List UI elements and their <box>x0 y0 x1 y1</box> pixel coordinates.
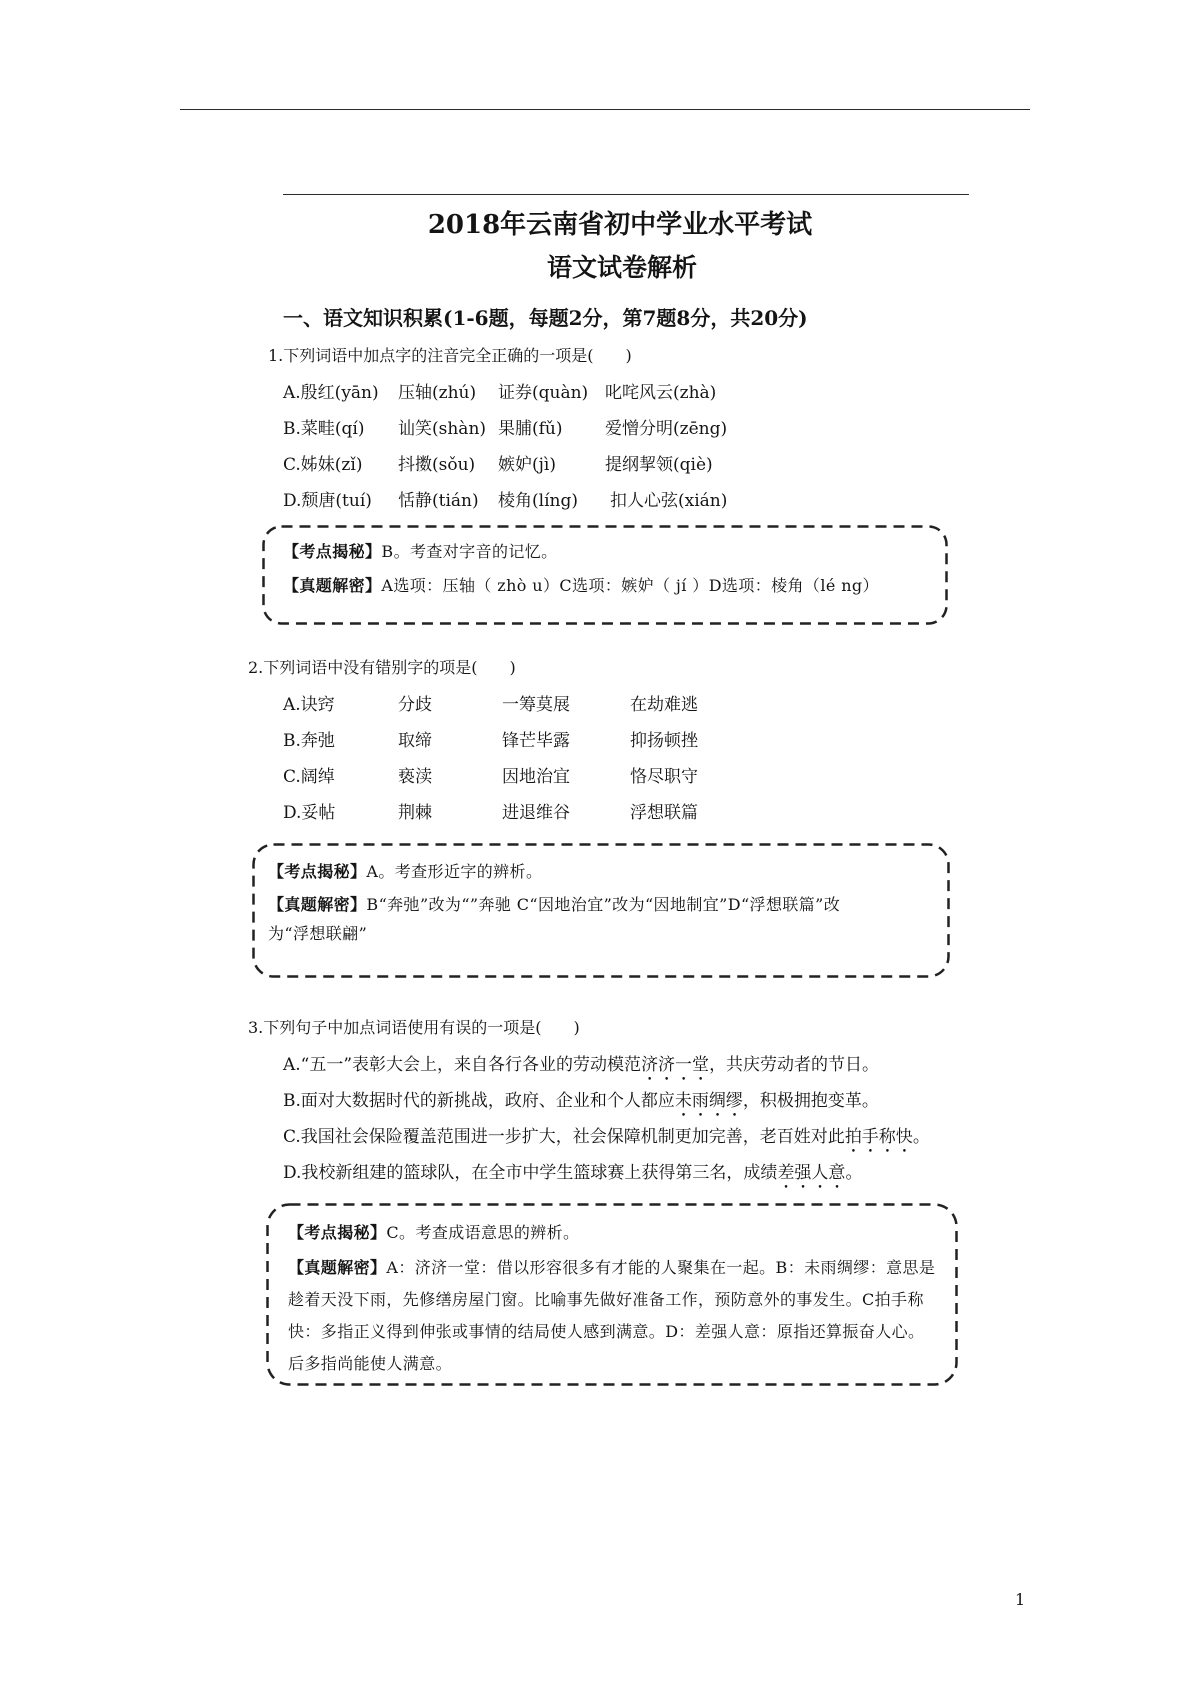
option-text: C.我国社会保险覆盖范围进一步扩大，社会保障机制更加完善，老百姓对此 <box>283 1127 845 1147</box>
q2-option-a-word-4: 在劫难逃 <box>630 695 698 715</box>
key-point-text: A。考查形近字的辨析。 <box>366 862 543 881</box>
question-3-stem: 3.下列句子中加点词语使用有误的一项是( ) <box>248 1018 580 1037</box>
q2-option-c-word-3: 因地治宜 <box>502 767 570 787</box>
q2-option-d-word-4: 浮想联篇 <box>630 803 698 823</box>
q2-option-a-word-2: 分歧 <box>398 695 432 715</box>
key-point-line <box>283 541 558 563</box>
q1-option-c-word-3: 嫉妒(jì) <box>498 455 556 475</box>
q2-option-b-word-3: 锋芒毕露 <box>502 731 570 751</box>
q2-option-d-word-2: 荆棘 <box>398 803 432 823</box>
q1-option-b-word-2: 讪笑(shàn) <box>398 419 487 439</box>
q1-option-b-word-1: B.菜畦(qí) <box>283 419 365 439</box>
option-text: 。 <box>912 1127 930 1147</box>
key-point-line <box>288 1222 579 1244</box>
q3-option-a <box>283 1054 879 1085</box>
option-text: B.面对大数据时代的新挑战，政府、企业和个人都应 <box>283 1091 675 1111</box>
q2-option-b-word-1: B.奔弛 <box>283 731 335 751</box>
explanation-line <box>283 575 879 597</box>
q3-option-c <box>283 1126 930 1157</box>
explanation-line <box>268 894 840 916</box>
option-text: 。 <box>845 1163 863 1183</box>
q1-option-a-word-4: 叱咤风云(zhà) <box>605 383 717 403</box>
q1-option-d-word-3: 棱角(líng) <box>498 491 578 511</box>
section-heading: 一、语文知识积累(1-6题，每题2分，第7题8分，共20分) <box>283 306 808 330</box>
q2-option-a-word-1: A.诀窍 <box>283 695 335 715</box>
top-rule <box>180 109 1030 110</box>
q2-option-d-word-3: 进退维谷 <box>502 803 570 823</box>
q1-option-d-word-1: D.颓唐(tuí) <box>283 491 372 511</box>
exam-subtitle: 语文试卷解析 <box>546 253 697 282</box>
option-text: D.我校新组建的篮球队，在全市中学生篮球赛上获得第三名，成绩 <box>283 1163 778 1183</box>
explanation-label: 【真题解密】 <box>288 1258 387 1277</box>
title-rule <box>283 194 969 195</box>
q2-option-c-word-2: 亵渎 <box>398 767 432 787</box>
key-point-label: 【考点揭秘】 <box>288 1223 387 1242</box>
q2-option-a-word-3: 一筹莫展 <box>502 695 570 715</box>
explanation-text: A选项：压轴（ zhò u）C选项：嫉妒（ jí ）D选项：棱角（lé ng） <box>381 576 879 595</box>
explanation-continuation: 为“浮想联翩” <box>268 924 368 943</box>
q1-analysis-box <box>262 525 948 625</box>
q2-option-c-word-1: C.阔绰 <box>283 767 335 787</box>
explanation-continuation: 后多指尚能使人满意。 <box>288 1354 453 1373</box>
q2-option-c-word-4: 恪尽职守 <box>630 767 698 787</box>
q1-option-c-word-2: 抖擞(sǒu) <box>398 455 476 475</box>
q1-option-d-word-2: 恬静(tián) <box>398 491 479 511</box>
question-1-stem: 1.下列词语中加点字的注音完全正确的一项是( ) <box>268 346 632 365</box>
explanation-continuation: 趁着天没下雨，先修缮房屋门窗。比喻事先做好准备工作，预防意外的事发生。C拍手称 <box>288 1290 924 1309</box>
option-text: ，共庆劳动者的节日。 <box>709 1055 880 1075</box>
q1-option-b-word-4: 爱憎分明(zēng) <box>605 419 728 439</box>
q1-option-a-word-3: 证券(quàn) <box>498 383 589 403</box>
exam-title: 2018年云南省初中学业水平考试 <box>427 210 813 240</box>
q1-option-a-word-2: 压轴(zhú) <box>398 383 477 403</box>
q1-option-c-word-4: 提纲挈领(qiè) <box>605 455 713 475</box>
q1-option-b-word-3: 果脯(fǔ) <box>498 419 563 439</box>
q3-option-b <box>283 1090 879 1121</box>
marked-idiom: 拍手称快 <box>844 1127 913 1147</box>
explanation-line <box>288 1257 935 1279</box>
q1-option-c-word-1: C.姊妹(zǐ) <box>283 455 363 475</box>
q2-analysis-box <box>252 843 950 978</box>
q2-option-d-word-1: D.妥帖 <box>283 803 336 823</box>
page-number: 1 <box>1015 1590 1026 1609</box>
question-2-stem: 2.下列词语中没有错别字的项是( ) <box>248 658 516 677</box>
marked-idiom: 济济一堂 <box>641 1055 710 1075</box>
explanation-label: 【真题解密】 <box>268 895 367 914</box>
explanation-text: A：济济一堂：借以形容很多有才能的人聚集在一起。B：未雨绸缪：意思是 <box>386 1258 936 1277</box>
q3-option-d <box>283 1162 862 1193</box>
option-text: A.“五一”表彰大会上，来自各行各业的劳动模范 <box>283 1055 642 1075</box>
option-text: ，积极拥抱变革。 <box>742 1091 879 1111</box>
explanation-text: B“奔弛”改为“”奔驰 C“因地治宜”改为“因地制宜”D“浮想联篇”改 <box>366 895 841 914</box>
q2-option-b-word-4: 抑扬顿挫 <box>630 731 698 751</box>
key-point-label: 【考点揭秘】 <box>283 542 382 561</box>
marked-idiom: 未雨绸缪 <box>674 1091 743 1111</box>
q1-option-d-word-4: 扣人心弦(xián) <box>610 491 728 511</box>
marked-idiom: 差强人意 <box>777 1163 846 1183</box>
key-point-line <box>268 861 542 883</box>
explanation-continuation: 快：多指正义得到伸张或事情的结局使人感到满意。D：差强人意：原指还算振奋人心。 <box>288 1322 925 1341</box>
key-point-text: B。考查对字音的记忆。 <box>381 542 558 561</box>
explanation-label: 【真题解密】 <box>283 576 382 595</box>
key-point-label: 【考点揭秘】 <box>268 862 367 881</box>
key-point-text: C。考查成语意思的辨析。 <box>386 1223 580 1242</box>
q1-option-a-word-1: A.殷红(yān) <box>283 383 379 403</box>
q3-analysis-box <box>266 1203 958 1386</box>
q2-option-b-word-2: 取缔 <box>398 731 432 751</box>
